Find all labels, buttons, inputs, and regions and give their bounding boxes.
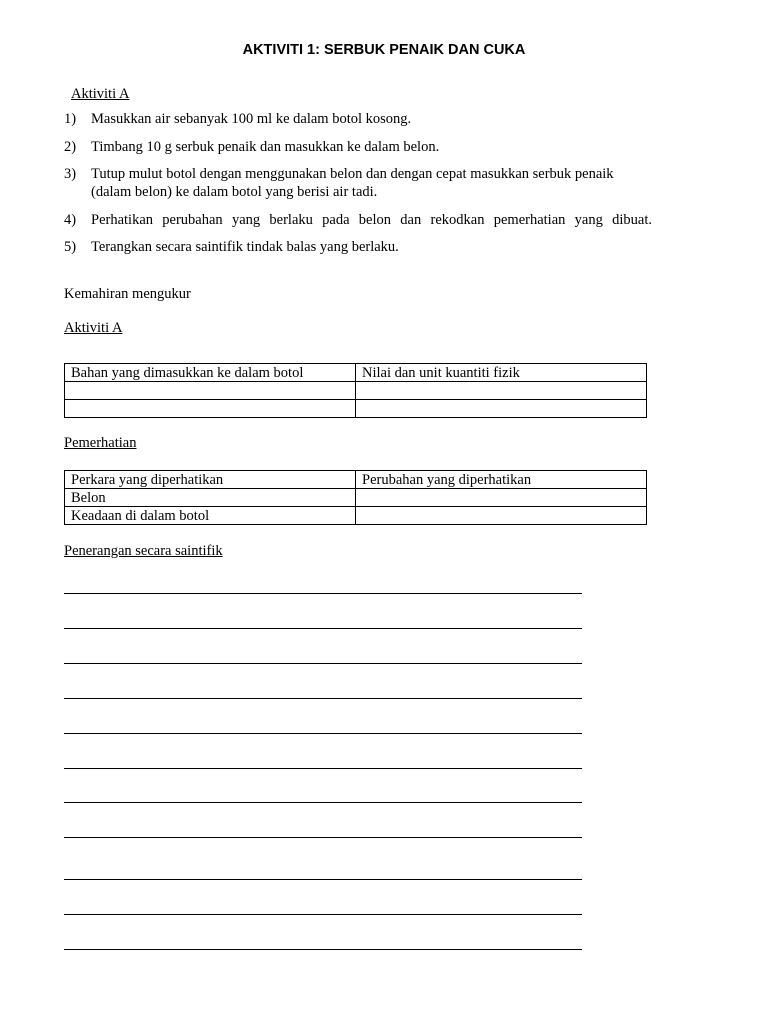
answer-line[interactable] [64, 949, 582, 950]
step-text: Timbang 10 g serbuk penaik dan masukkan ke dalam belon. [91, 138, 440, 155]
table-header-cell: Bahan yang dimasukkan ke dalam botol [65, 364, 356, 382]
answer-line[interactable] [64, 593, 582, 594]
table-cell: Keadaan di dalam botol [65, 507, 356, 525]
section-heading-aktiviti-a: Aktiviti A [71, 86, 130, 102]
table-row [65, 489, 647, 507]
answer-line[interactable] [64, 879, 582, 880]
list-item [64, 238, 652, 256]
table-cell[interactable] [356, 507, 647, 525]
observation-table [64, 470, 647, 525]
step-number: 4) [64, 211, 77, 228]
instruction-list [64, 110, 652, 266]
activity-heading: Aktiviti A [64, 320, 123, 336]
answer-line[interactable] [64, 802, 582, 803]
step-number: 2) [64, 138, 77, 155]
table-cell[interactable] [65, 382, 356, 400]
step-text: Perhatikan perubahan yang berlaku pada belon dan rekodkan pemerhatian yang dibuat. [91, 211, 652, 228]
table-header-row [65, 471, 647, 489]
table-cell[interactable] [65, 400, 356, 418]
answer-line[interactable] [64, 698, 582, 699]
table-row [65, 382, 647, 400]
step-text: Terangkan secara saintifik tindak balas yang berlaku. [91, 239, 399, 255]
table-cell[interactable] [356, 400, 647, 418]
table-cell[interactable] [356, 382, 647, 400]
step-text: Tutup mulut botol dengan menggunakan belon dan dengan cepat masukkan serbuk penaik (dalam belon) ke dalam botol yang berisi air tadi. [91, 166, 614, 200]
measurement-table [64, 363, 647, 418]
step-number: 5) [64, 239, 77, 255]
explanation-heading: Penerangan secara saintifik [64, 543, 223, 559]
observation-heading: Pemerhatian [64, 435, 137, 451]
step-number: 3) [64, 166, 77, 182]
table-header-cell: Nilai dan unit kuantiti fizik [356, 364, 647, 382]
page-title: AKTIVITI 1: SERBUK PENAIK DAN CUKA [242, 42, 526, 58]
table-row [65, 400, 647, 418]
answer-line[interactable] [64, 837, 582, 838]
table-header-cell: Perkara yang diperhatikan [65, 471, 356, 489]
list-item [64, 110, 652, 128]
list-item [64, 211, 652, 229]
table-header-row [65, 364, 647, 382]
table-cell: Belon [65, 489, 356, 507]
answer-line[interactable] [64, 628, 582, 629]
answer-line[interactable] [64, 768, 582, 769]
table-row [65, 507, 647, 525]
list-item [64, 138, 652, 156]
skill-heading: Kemahiran mengukur [64, 286, 191, 302]
answer-line[interactable] [64, 663, 582, 664]
step-number: 1) [64, 111, 77, 127]
table-cell[interactable] [356, 489, 647, 507]
list-item [64, 165, 652, 201]
answer-line[interactable] [64, 914, 582, 915]
answer-line[interactable] [64, 733, 582, 734]
step-text: Masukkan air sebanyak 100 ml ke dalam botol kosong. [91, 111, 412, 127]
table-header-cell: Perubahan yang diperhatikan [356, 471, 647, 489]
